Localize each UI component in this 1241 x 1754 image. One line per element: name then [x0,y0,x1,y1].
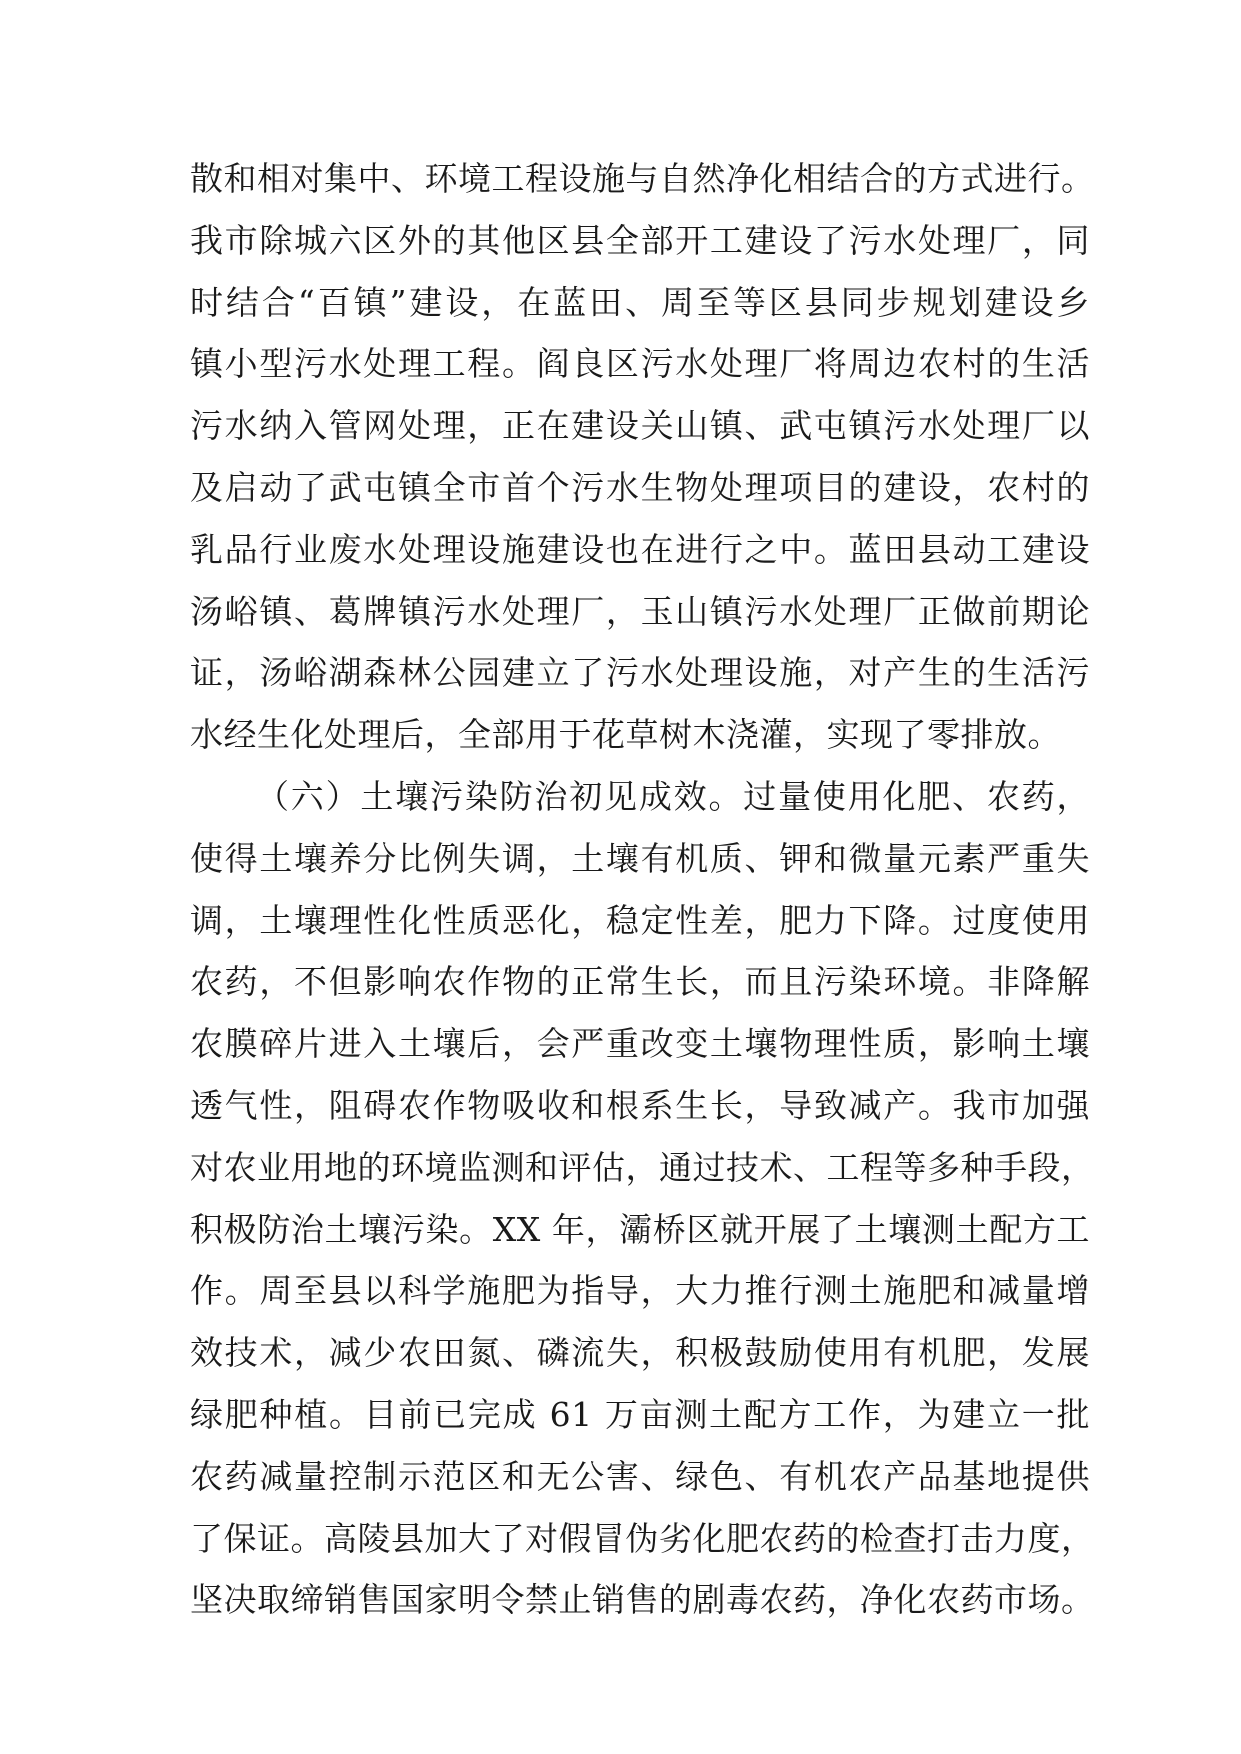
body-text [190,148,1095,1631]
text-line: 时结合“百镇”建设，在蓝田、周至等区县同步规划建设乡 [190,282,1090,322]
text-line: 坚决取缔销售国家明令禁止销售的剧毒农药，净化农药市场。 [190,1580,1095,1620]
text-line: 污水纳入管网处理，正在建设关山镇、武屯镇污水处理厂以 [190,406,1090,446]
text-line: 散和相对集中、环境工程设施与自然净化相结合的方式进行。 [190,159,1095,198]
text-line: 透气性，阻碍农作物吸收和根系生长，导致减产。我市加强 [190,1085,1090,1125]
text-line: 调，土壤理性化性质恶化，稳定性差，肥力下降。过度使用 [190,900,1090,940]
text-line: 使得土壤养分比例失调，土壤有机质、钾和微量元素严重失 [190,838,1090,878]
text-line: 证，汤峪湖森林公园建立了污水处理设施，对产生的生活污 [190,653,1090,693]
text-line: 积极防治土壤污染。XX 年，灞桥区就开展了土壤测土配方工 [190,1209,1090,1249]
text-line: 农膜碎片进入土壤后，会严重改变土壤物理性质，影响土壤 [190,1024,1090,1064]
text-line: 农药减量控制示范区和无公害、绿色、有机农产品基地提供 [190,1456,1090,1496]
text-line: 作。周至县以科学施肥为指导，大力推行测土施肥和减量增 [190,1271,1090,1311]
text-line: 对农业用地的环境监测和评估，通过技术、工程等多种手段， [190,1147,1095,1187]
text-line: 水经生化处理后，全部用于花草树木浇灌，实现了零排放。 [190,715,1061,755]
text-line: 了保证。高陵县加大了对假冒伪劣化肥农药的检查打击力度， [190,1518,1095,1558]
text-line: 及启动了武屯镇全市首个污水生物处理项目的建设，农村的 [190,467,1090,507]
text-line: 我市除城六区外的其他区县全部开工建设了污水处理厂，同 [190,220,1090,260]
text-line: 镇小型污水处理工程。阎良区污水处理厂将周边农村的生活 [190,344,1090,384]
section-heading-line: （六）土壤污染防治初见成效。过量使用化肥、农药， [256,776,1090,816]
text-line: 乳品行业废水处理设施建设也在进行之中。蓝田县动工建设 [190,529,1090,569]
text-line: 效技术，减少农田氮、磷流失，积极鼓励使用有机肥，发展 [190,1333,1090,1373]
text-line: 农药，不但影响农作物的正常生长，而且污染环境。非降解 [190,962,1090,1002]
text-line: 绿肥种植。目前已完成 61 万亩测土配方工作，为建立一批 [190,1394,1090,1434]
text-line: 汤峪镇、葛牌镇污水处理厂，玉山镇污水处理厂正做前期论 [190,591,1090,631]
